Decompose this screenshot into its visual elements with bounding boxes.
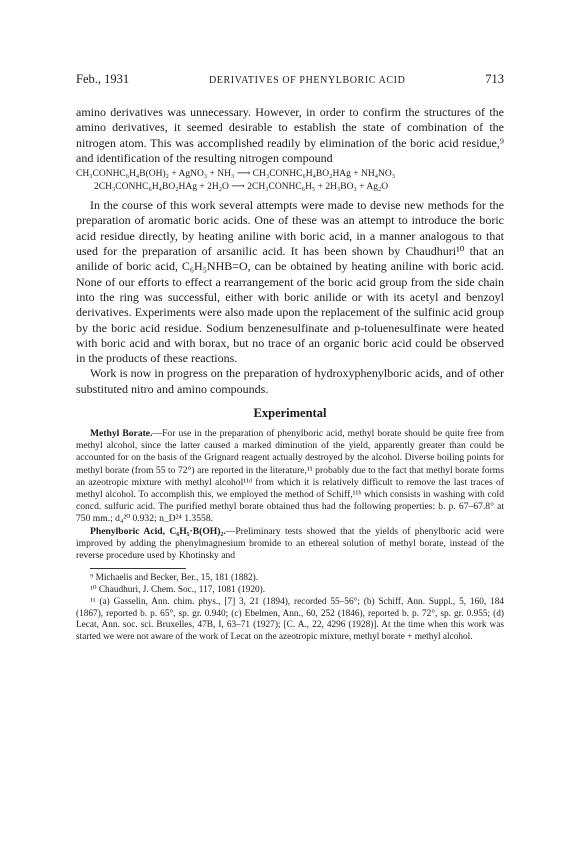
header-date: Feb., 1931 [76, 72, 130, 86]
methods-paragraph: In the course of this work several attempts were made to devise new methods for the preparation of aromatic boric acids. One of these was an attempt to introduce the boric acid residue directly, by heating aniline with boric acid, in a manner analogous to that used for the preparation of arsanilic acid. It has been shown by Chaudhuri¹⁰ that an anilide of boric acid, C₆H₅NHB=O, can be obtained by heating aniline with boric acid. None of our efforts to effect a rearrangement of the boric acid group from the side chain into the ring was successful, either with boric anilide or with its acetyl and benzoyl derivatives. Experiments were also made upon the replacement of the sulfinic acid group by the boric acid residue. Sodium benzenesulfinate and p-toluenesulfinate were heated with boric acid and with borax, but no trace of an organic boric acid could be observed in the products of these reactions. [76, 198, 504, 366]
experimental-text [76, 428, 504, 562]
methyl-borate-paragraph [76, 428, 504, 526]
footnote-divider [90, 568, 186, 569]
section-heading-experimental: Experimental [253, 406, 327, 421]
running-title: DERIVATIVES OF PHENYLBORIC ACID [208, 75, 406, 86]
journal-page [76, 72, 504, 644]
intro-paragraph: amino derivatives was unnecessary. However, in order to confirm the structures of the amino derivatives, it seemed desirable to establish the state of combination of the nitrogen atom. This was accomplished readily by elimination of the boric acid residue,⁹ and identification of the resulting nitrogen compound [76, 105, 504, 165]
phenylboric-paragraph [76, 526, 504, 563]
methyl-borate-heading: Methyl Borate. [90, 428, 153, 440]
phenylboric-heading: Phenylboric Acid, C₆H₅·B(OH)₂. [90, 525, 226, 537]
footnote-10: ¹⁰ Chaudhuri, J. Chem. Soc., 117, 1081 (1920). [90, 585, 266, 596]
footnote-9: ⁹ Michaelis and Becker, Ber., 15, 181 (1882). [90, 573, 259, 584]
page-number: 713 [485, 72, 504, 86]
footnotes [76, 573, 504, 644]
equation-2: 2CH₃CONHC₆H₄BO₂HAg + 2H₂O ⟶ 2CH₃CONHC₆H₅ + 2H₃BO₃ + Ag₂O [94, 181, 389, 192]
methyl-borate-text: —For use in the preparation of phenylboric acid, methyl borate should be quite free from methyl alcohol, since the latter caused a marked diminution of the yield, apparently greater than could be accounted for on the basis of the Grignard reagent actually destroyed by the alcohol. Diverse boiling points for methyl borate (from 55 to 72°) are reported in the literature,¹¹ probably due to the fact that methyl borate forms an azeotropic mixture with methyl alcohol¹¹ᵈ from which it is relatively difficult to remove the last traces of methyl alcohol. To accomplish this, we employed the method of Schiff,¹¹ᵇ which consists in washing with cold concd. sulfuric acid. The purified methyl borate obtained thus had the following properties: b. p. 67–67.8° at 750 mm.; d₄²⁰ 0.932; n_D²⁴ 1.3558. [76, 428, 504, 525]
main-text [76, 105, 504, 397]
equation-1: CH₃CONHC₆H₄B(OH)₂ + AgNO₃ + NH₃ ⟶ CH₃CONHC₆H₄BO₂HAg + NH₄NO₃ [76, 169, 396, 180]
page-header [76, 72, 504, 90]
reaction-equations [76, 168, 504, 193]
phenylboric-text: —Preliminary tests showed that the yields of phenylboric acid were improved by adding the phenylmagnesium bromide to an ethereal solution of methyl borate, instead of the reverse procedure used by Khotinsky and [76, 525, 505, 562]
footnote-11: ¹¹ (a) Gasselin, Ann. chim. phys., [7] 3, 21 (1894), recorded 55–56°; (b) Schiff, Ann. Suppl., 5, 160, 184 (1867), reported b. p. 65°, sp. gr. 0.940; (c) Ebelmen, Ann., 60, 252 (1846), reported b. p. 72°, sp. gr. 0.955; (d) Lecat, Ann. soc. sci. Bruxelles, 47B, I, 63–71 (1927); [C. A., 22, 4296 (1928)]. At the time when this work was started we were not aware of the work of Lecat on the azeotropic mixture, methyl borate + methyl alcohol. [76, 596, 504, 643]
progress-paragraph: Work is now in progress on the preparation of hydroxyphenylboric acids, and of other substituted nitro and amino compounds. [76, 366, 504, 396]
